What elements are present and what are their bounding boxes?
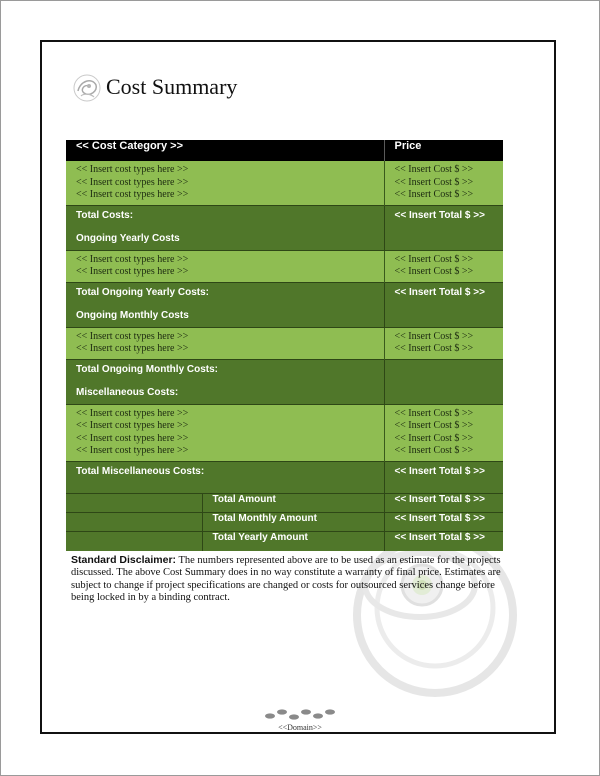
cost-items-row (66, 250, 503, 282)
cost-price-cell (384, 161, 503, 205)
cost-type: << Insert cost types here >> (76, 176, 189, 188)
cost-price-cell (384, 250, 503, 282)
cost-type: << Insert cost types here >> (76, 432, 189, 444)
cost-type: << Insert cost types here >> (76, 189, 189, 200)
summary-value: << Insert Total $ >> (384, 532, 503, 551)
disclaimer-label: Standard Disclaimer: (71, 554, 177, 566)
cost-price: << Insert Cost $ >> (394, 445, 474, 456)
cost-type: << Insert cost types here >> (76, 253, 189, 265)
total-value (395, 360, 504, 382)
cost-price: << Insert Cost $ >> (394, 420, 474, 431)
total-value: << Insert Total $ >> (394, 465, 485, 477)
cost-items-row (66, 404, 503, 461)
standard-disclaimer (71, 554, 519, 605)
header-price: Price (384, 140, 503, 161)
cost-items-row (66, 327, 503, 359)
cost-type: << Insert cost types here >> (76, 164, 189, 175)
cost-price: << Insert Cost $ >> (394, 343, 474, 354)
total-label: Total Miscellaneous Costs: (76, 465, 205, 477)
cost-price: << Insert Cost $ >> (394, 432, 474, 444)
cost-type: << Insert cost types here >> (76, 445, 189, 456)
cost-price: << Insert Cost $ >> (394, 253, 474, 265)
cost-price: << Insert Cost $ >> (394, 176, 474, 188)
total-value: << Insert Total $ >> (394, 209, 485, 221)
cost-price: << Insert Cost $ >> (394, 266, 474, 277)
cost-price: << Insert Cost $ >> (394, 189, 474, 200)
cost-type: << Insert cost types here >> (76, 266, 189, 277)
section-heading: Ongoing Monthly Costs (76, 309, 189, 321)
cost-type: << Insert cost types here >> (76, 407, 189, 419)
total-value: << Insert Total $ >> (394, 286, 485, 298)
summary-value: << Insert Total $ >> (384, 494, 503, 513)
summary-row (66, 493, 503, 551)
section-heading: Ongoing Yearly Costs (76, 232, 180, 244)
ornament-icon (72, 73, 102, 103)
cost-type-cell (66, 250, 384, 282)
total-label: Total Ongoing Yearly Costs: (76, 286, 209, 298)
summary-label: Total Amount (202, 494, 384, 513)
section-total-row (66, 359, 503, 404)
cost-price: << Insert Cost $ >> (394, 407, 474, 419)
total-label: Total Costs: (76, 209, 134, 221)
summary-label: Total Yearly Amount (202, 532, 384, 551)
cost-type: << Insert cost types here >> (76, 343, 189, 354)
summary-label: Total Monthly Amount (202, 513, 384, 532)
total-label: Total Ongoing Monthly Costs: (76, 363, 219, 375)
footprints-icon (264, 707, 336, 721)
section-heading: Miscellaneous Costs: (76, 386, 179, 398)
cost-items-row (66, 161, 503, 205)
cost-type-cell (66, 404, 384, 461)
section-total-row (66, 282, 503, 327)
summary-value: << Insert Total $ >> (384, 513, 503, 532)
cost-price-cell (384, 327, 503, 359)
cost-type-cell (66, 161, 384, 205)
cost-type: << Insert cost types here >> (76, 420, 189, 431)
page-title: Cost Summary (106, 74, 238, 99)
header-cost-category: << Cost Category >> (66, 140, 384, 161)
disclaimer-text: The numbers represented above are to be used as an estimate for the projects discussed. The above Cost Summary does in no way constitute a warranty of final price. Estimates are subject to change if project specifications are changed or costs for outsourced services change before being locked in by a binding contract. (71, 555, 501, 604)
cost-price: << Insert Cost $ >> (394, 330, 474, 342)
section-total-row (66, 205, 503, 250)
cost-summary-table (66, 140, 503, 551)
table-header-row (66, 140, 503, 161)
cost-price-cell (384, 404, 503, 461)
cost-type: << Insert cost types here >> (76, 330, 189, 342)
cost-price: << Insert Cost $ >> (394, 164, 474, 175)
cost-type-cell (66, 327, 384, 359)
section-total-row (66, 461, 503, 493)
footer-domain: <<Domain>> (278, 723, 322, 732)
